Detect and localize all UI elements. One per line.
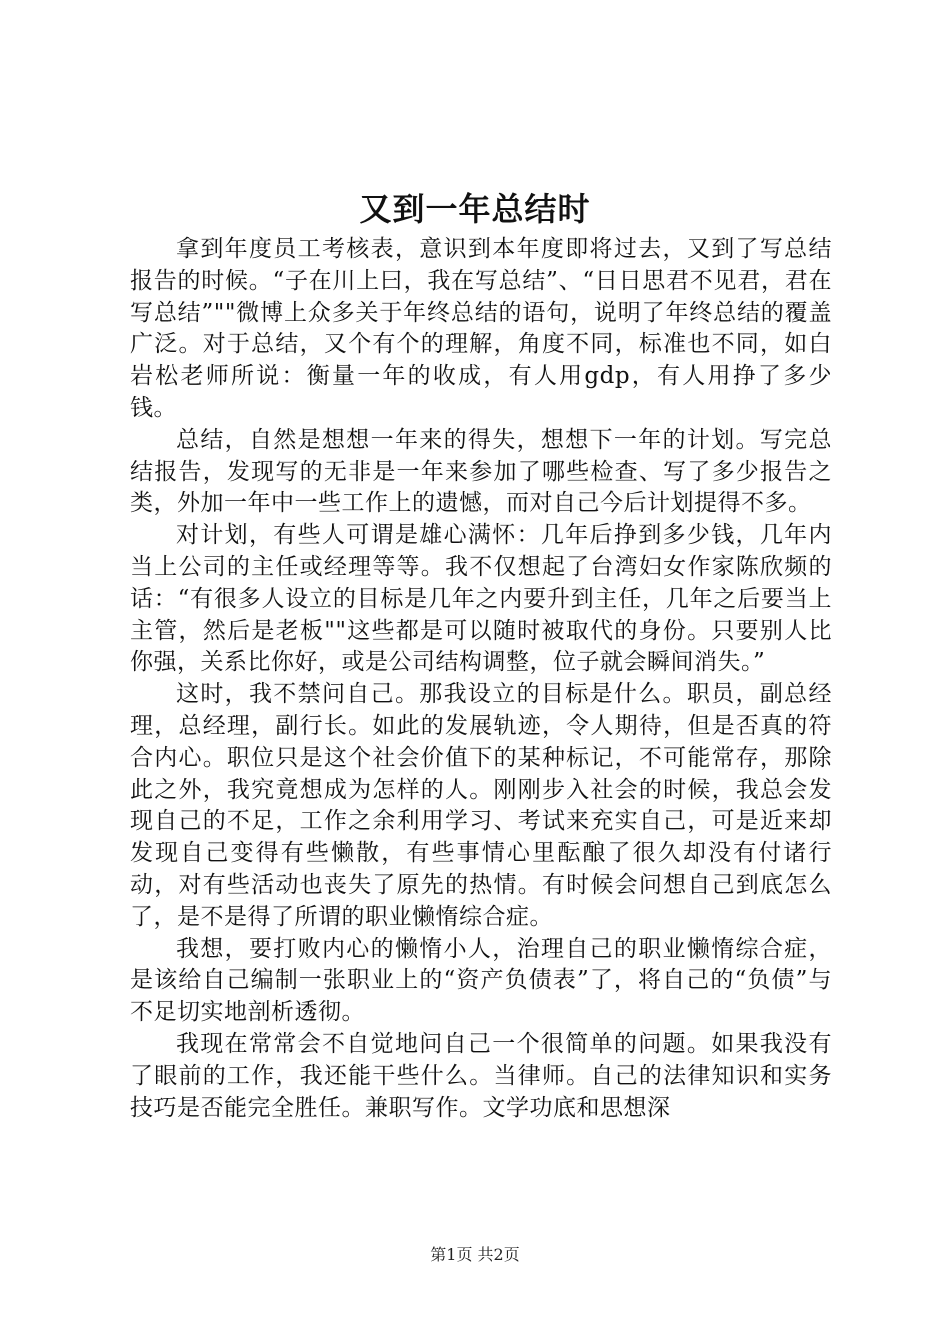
paragraph: 这时，我不禁问自己。那我设立的目标是什么。职员，副总经理，总经理，副行长。如此的发展轨迹，令人期待，但是否真的符合内心。职位只是这个社会价值下的某种标记，不可能常存，那除此之外，我究竟想成为怎样的人。刚刚步入社会的时候，我总会发现自己的不足，工作之余利用学习、考试来充实自己，可是近来却发现自己变得有些懒散，有些事情心里酝酿了很久却没有付诸行动，对有些活动也丧失了原先的热情。有时候会问想自己到底怎么了，是不是得了所谓的职业懒惰综合症。 (130, 681, 832, 930)
page-footer: 第1页 共2页 (430, 1245, 520, 1264)
document-title: 又到一年总结时 (359, 190, 591, 228)
paragraph: 拿到年度员工考核表，意识到本年度即将过去，又到了写总结报告的时候。“子在川上曰，我在写总结”、“日日思君不见君，君在写总结”""微博上众多关于年终总结的语句，说明了年终总结的覆盖广泛。对于总结，又个有个的理解，角度不同，标准也不同，如白岩松老师所说：衡量一年的收成，有人用gdp，有人用挣了多少钱。 (130, 236, 832, 421)
paragraph: 对计划，有些人可谓是雄心满怀：几年后挣到多少钱，几年内当上公司的主任或经理等等。我不仅想起了台湾妇女作家陈欣频的话：“有很多人设立的目标是几年之内要升到主任，几年之后要当上主管，然后是老板""这些都是可以随时被取代的身份。只要别人比你强，关系比你好，或是公司结构调整，位子就会瞬间消失。” (130, 522, 832, 676)
paragraph: 我现在常常会不自觉地问自己一个很简单的问题。如果我没有了眼前的工作，我还能干些什么。当律师。自己的法律知识和实务技巧是否能完全胜任。兼职写作。文学功底和思想深 (130, 1030, 832, 1121)
paragraph: 总结，自然是想想一年来的得失，想想下一年的计划。写完总结报告，发现写的无非是一年来参加了哪些检查、写了多少报告之类，外加一年中一些工作上的遗憾，而对自己今后计划提得不多。 (130, 426, 832, 517)
paragraph: 我想，要打败内心的懒惰小人，治理自己的职业懒惰综合症，是该给自己编制一张职业上的“资产负债表”了，将自己的“负债”与不足切实地剖析透彻。 (130, 935, 832, 1026)
document-body (130, 234, 832, 1124)
